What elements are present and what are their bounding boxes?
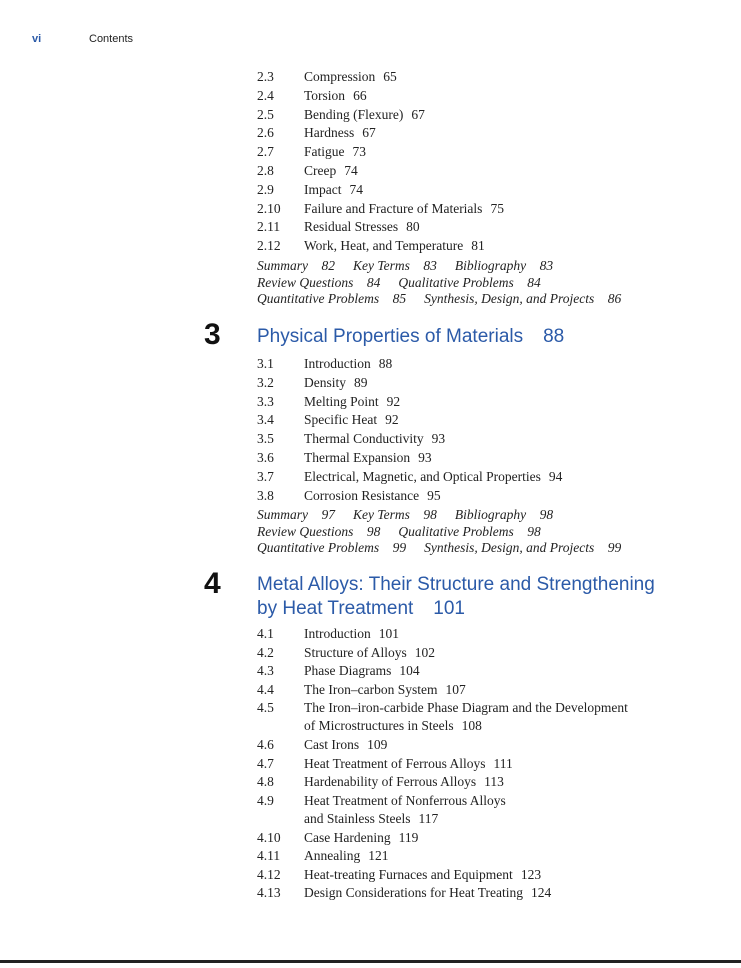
section-title: Creep (304, 163, 337, 178)
end-matter-item[interactable] (257, 507, 335, 522)
chapter-title-text: Physical Properties of Materials (257, 326, 524, 347)
section-number: 4.13 (257, 885, 281, 900)
end-matter-line (257, 539, 621, 556)
section-page: 102 (414, 644, 435, 660)
section-number: 3.2 (257, 374, 274, 390)
section-number: 2.10 (257, 200, 281, 216)
toc-entry[interactable] (257, 200, 504, 218)
end-matter-title: Review Questions (257, 523, 354, 539)
section-page: 74 (349, 181, 363, 197)
end-matter-page: 99 (607, 540, 622, 555)
section-number: 4.10 (257, 829, 281, 845)
end-matter-title: Qualitative Problems (398, 274, 514, 290)
toc-entry[interactable] (257, 699, 628, 735)
section-page: 66 (353, 87, 367, 103)
section-number: 4.3 (257, 663, 274, 678)
end-matter-line (257, 257, 553, 274)
toc-entry[interactable] (257, 662, 420, 680)
end-matter-item[interactable] (398, 524, 540, 539)
toc-entry[interactable] (257, 124, 376, 142)
toc-entry[interactable] (257, 355, 392, 373)
section-number: 2.9 (257, 181, 274, 197)
toc-entry[interactable] (257, 487, 441, 505)
section-page: 109 (367, 737, 388, 752)
section-page: 119 (398, 829, 419, 845)
end-matter-page: 85 (392, 291, 407, 306)
section-number: 2.7 (257, 144, 274, 160)
section-page: 94 (548, 468, 563, 484)
section-page: 108 (461, 718, 482, 733)
section-number: 2.3 (257, 69, 274, 84)
toc-entry[interactable] (257, 218, 420, 236)
section-number: 3.1 (257, 356, 274, 371)
section-number: 4.9 (257, 792, 274, 808)
section-number: 2.8 (257, 163, 274, 178)
section-title: The Iron–iron-carbide Phase Diagram and the Development (304, 700, 628, 715)
toc-entry[interactable] (257, 449, 432, 467)
section-title: Specific Heat (304, 412, 378, 428)
chapter-title-line2: by Heat Treatment (257, 598, 414, 619)
end-matter-title: Quantitative Problems (257, 291, 380, 306)
end-matter-item[interactable] (353, 258, 437, 273)
end-matter-page: 97 (321, 507, 335, 522)
section-number: 3.7 (257, 468, 274, 484)
end-matter-title: Review Questions (257, 274, 354, 290)
toc-entry[interactable] (257, 736, 387, 754)
end-matter-title: Qualitative Problems (398, 523, 514, 539)
section-page: 107 (445, 681, 466, 697)
toc-entry[interactable] (257, 468, 562, 486)
section-page: 73 (352, 144, 366, 160)
end-matter-title: Synthesis, Design, and Projects (424, 291, 595, 306)
end-matter-title: Summary (257, 258, 308, 273)
page-bottom-rule (0, 960, 741, 963)
section-number: 3.6 (257, 450, 274, 465)
chapter-title[interactable] (257, 597, 465, 621)
section-page: 65 (383, 69, 397, 84)
section-number: 4.12 (257, 866, 281, 882)
toc-entry[interactable] (257, 430, 445, 448)
section-page: 92 (385, 412, 399, 428)
toc-entry[interactable] (257, 106, 425, 124)
toc-entry[interactable] (257, 773, 504, 791)
section-number: 2.12 (257, 238, 281, 254)
end-matter-page: 84 (527, 274, 541, 290)
end-matter-item[interactable] (353, 507, 437, 522)
section-page: 121 (368, 848, 389, 863)
section-number: 2.11 (257, 219, 281, 235)
section-page: 81 (471, 238, 485, 254)
section-page: 93 (431, 431, 446, 447)
section-page: 124 (530, 885, 552, 900)
section-page: 75 (490, 200, 504, 216)
toc-entry[interactable] (257, 847, 389, 865)
section-title: Impact (304, 181, 342, 197)
end-matter-title: Key Terms (353, 507, 410, 522)
section-page: 89 (354, 374, 368, 390)
toc-entry[interactable] (257, 644, 435, 662)
toc-entry[interactable] (257, 237, 485, 255)
toc-entry[interactable] (257, 792, 506, 828)
section-title: Heat-treating Furnaces and Equipment (304, 866, 513, 882)
toc-entry[interactable] (257, 143, 366, 161)
end-matter-item[interactable] (257, 291, 406, 306)
chapter-title[interactable] (257, 325, 564, 349)
section-page: 104 (399, 663, 420, 678)
section-number: 4.4 (257, 681, 274, 697)
section-number: 4.8 (257, 774, 274, 789)
section-number: 4.5 (257, 700, 274, 715)
end-matter-item[interactable] (398, 275, 540, 290)
toc-entry[interactable] (257, 866, 541, 884)
section-number: 2.5 (257, 106, 274, 122)
toc-entry[interactable] (257, 625, 399, 643)
toc-entry[interactable] (257, 393, 400, 411)
end-matter-page: 99 (392, 540, 407, 555)
end-matter-page: 98 (366, 523, 381, 539)
toc-entry[interactable] (257, 681, 466, 699)
section-title: Failure and Fracture of Materials (304, 200, 483, 216)
section-title: Melting Point (304, 393, 379, 409)
end-matter-page: 82 (321, 258, 335, 273)
toc-entry[interactable] (257, 87, 367, 105)
section-title: Work, Heat, and Temperature (304, 238, 464, 254)
section-page: 67 (411, 106, 425, 122)
end-matter-item[interactable] (424, 540, 621, 555)
section-title: Heat Treatment of Ferrous Alloys (304, 755, 486, 771)
section-page: 80 (406, 219, 420, 235)
end-matter-page: 83 (539, 258, 554, 273)
section-page: 88 (378, 356, 393, 371)
section-title: Residual Stresses (304, 219, 399, 235)
toc-entry[interactable] (257, 755, 513, 773)
end-matter-page: 84 (366, 274, 381, 290)
toc-entry[interactable] (257, 884, 551, 902)
end-matter-item[interactable] (257, 258, 335, 273)
section-title: Fatigue (304, 144, 345, 160)
chapter-title[interactable] (257, 573, 655, 597)
chapter-page: 101 (433, 598, 465, 619)
end-matter-item[interactable] (455, 258, 553, 273)
section-number: 3.4 (257, 412, 274, 428)
section-page: 93 (418, 450, 432, 465)
section-title: Hardness (304, 125, 355, 141)
section-title: Density (304, 374, 346, 390)
section-title: and Stainless Steels (304, 810, 411, 826)
section-page: 95 (427, 487, 441, 503)
section-title: Structure of Alloys (304, 644, 407, 660)
section-number: 2.6 (257, 125, 274, 141)
section-page: 101 (378, 626, 399, 641)
page-number: vi (32, 33, 42, 45)
chapter-title-line1: Metal Alloys: Their Structure and Strengthening (257, 574, 655, 595)
end-matter-page: 98 (423, 507, 437, 522)
end-matter-line (257, 274, 541, 291)
chapter-page: 88 (543, 326, 565, 347)
end-matter-page: 83 (423, 258, 437, 273)
toc-entry[interactable] (257, 162, 358, 180)
section-number: 2.4 (257, 87, 274, 103)
section-title: Torsion (304, 87, 346, 103)
section-number: 3.3 (257, 393, 274, 409)
section-title: Heat Treatment of Nonferrous Alloys (304, 792, 506, 808)
end-matter-line (257, 523, 541, 540)
end-matter-item[interactable] (257, 524, 380, 539)
end-matter-title: Summary (257, 507, 308, 522)
section-page: 123 (520, 866, 542, 882)
chapter-number: 4 (204, 567, 221, 600)
section-number: 4.2 (257, 644, 274, 660)
end-matter-item[interactable] (455, 507, 553, 522)
toc-entry[interactable] (257, 411, 399, 429)
end-matter-title: Bibliography (454, 258, 527, 273)
end-matter-title: Bibliography (454, 507, 527, 522)
section-title-cont (257, 810, 506, 828)
section-page: 92 (386, 393, 401, 409)
toc-entry[interactable] (257, 181, 363, 199)
end-matter-page: 98 (527, 523, 541, 539)
running-head: Contents (89, 33, 134, 45)
end-matter-page: 86 (607, 291, 622, 306)
section-title: Hardenability of Ferrous Alloys (304, 774, 477, 789)
section-title: Compression (304, 69, 376, 84)
end-matter-line (257, 506, 553, 523)
section-number: 4.11 (257, 848, 281, 863)
section-title: of Microstructures in Steels (304, 718, 454, 733)
end-matter-item[interactable] (257, 275, 380, 290)
section-number: 4.1 (257, 626, 274, 641)
section-title: Annealing (304, 848, 361, 863)
section-title: Thermal Expansion (304, 450, 411, 465)
section-title: Case Hardening (304, 829, 391, 845)
section-title: Design Considerations for Heat Treating (304, 885, 523, 900)
section-title: Electrical, Magnetic, and Optical Properties (304, 468, 541, 484)
section-title: Bending (Flexure) (304, 106, 404, 122)
section-number: 3.5 (257, 431, 274, 447)
section-page: 74 (344, 163, 358, 178)
section-page: 113 (484, 774, 504, 789)
section-number: 4.6 (257, 737, 274, 752)
end-matter-item[interactable] (257, 540, 406, 555)
section-title: Introduction (304, 356, 371, 371)
end-matter-line (257, 290, 621, 307)
section-title: Thermal Conductivity (304, 431, 424, 447)
section-page: 111 (493, 755, 513, 771)
section-title-cont (257, 717, 628, 735)
toc-entry[interactable] (257, 374, 368, 392)
section-title: The Iron–carbon System (304, 681, 438, 697)
section-title: Introduction (304, 626, 371, 641)
section-page: 117 (418, 810, 439, 826)
section-title: Phase Diagrams (304, 663, 392, 678)
end-matter-page: 98 (539, 507, 554, 522)
section-number: 4.7 (257, 755, 274, 771)
section-number: 3.8 (257, 487, 274, 503)
toc-entry[interactable] (257, 68, 397, 86)
end-matter-title: Key Terms (353, 258, 410, 273)
section-title: Corrosion Resistance (304, 487, 420, 503)
end-matter-title: Synthesis, Design, and Projects (424, 540, 595, 555)
end-matter-title: Quantitative Problems (257, 540, 380, 555)
chapter-number: 3 (204, 318, 221, 351)
toc-entry[interactable] (257, 829, 418, 847)
section-title: Cast Irons (304, 737, 360, 752)
end-matter-item[interactable] (424, 291, 621, 306)
section-page: 67 (362, 125, 376, 141)
